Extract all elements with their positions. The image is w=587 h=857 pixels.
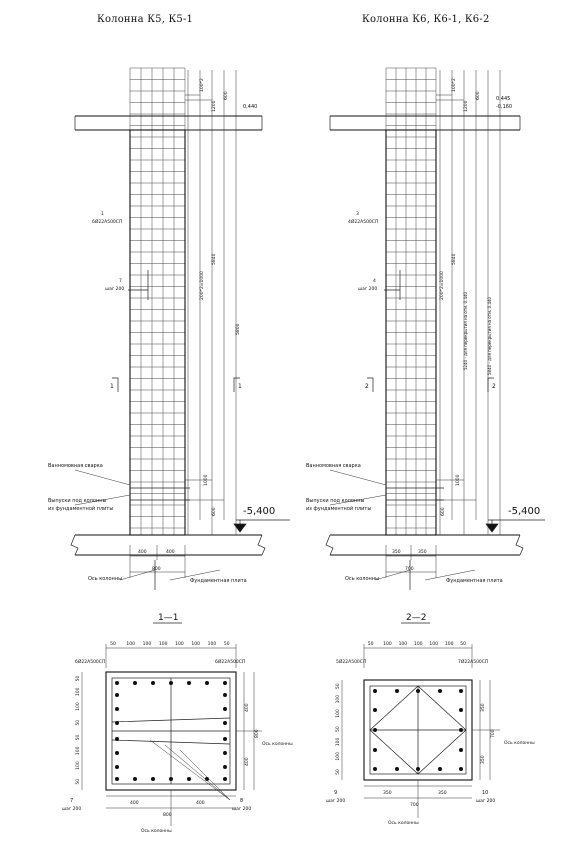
rebar-dot [169,777,173,781]
svg-text:Ось колонны: Ось колонны [141,829,172,834]
svg-text:шаг 200: шаг 200 [105,287,125,292]
dimension-label: 100 [191,642,200,647]
svg-text:шаг 200: шаг 200 [476,799,496,804]
rebar-dot [223,693,227,697]
svg-text:200*2=1000: 200*2=1000 [200,271,205,300]
svg-text:из фундаментной плиты: из фундаментной плиты [306,506,372,512]
svg-text:4: 4 [373,279,376,284]
rebar-dot [416,689,420,693]
svg-text:400: 400 [138,550,147,555]
weld-label-left: Ванномовная сварка [48,463,103,469]
svg-text:400: 400 [166,550,175,555]
dimension-label: 100 [158,642,168,647]
dimension-label: 100 [383,642,392,647]
slab-right [330,116,520,130]
dimension-label: 100 [444,642,454,647]
svg-text:1: 1 [110,383,114,390]
rebar-dot [115,681,119,685]
dimension-label: 100 [398,642,408,647]
rebar-dot [459,708,463,712]
svg-text:1000: 1000 [204,474,209,486]
svg-text:из фундаментной плиты: из фундаментной плиты [48,506,114,512]
svg-text:200*2=1000: 200*2=1000 [440,271,445,300]
svg-text:5240 - для перекрытия на отм.: 5240 - для перекрытия на отм. 0.440 [463,291,468,370]
rebar-dot [438,767,442,771]
rebar-dot [187,681,191,685]
dimension-label: 50 [110,642,116,647]
svg-text:2: 2 [492,383,496,390]
svg-text:шаг 200: шаг 200 [358,287,378,292]
level-mark-right: -5,400 [508,506,541,517]
svg-text:7: 7 [119,279,122,284]
svg-text:9: 9 [334,790,338,796]
svg-text:1: 1 [238,383,242,390]
rebar-dot [115,737,119,741]
weld-label-right: Ванномовная сварка [306,463,361,469]
column-k6-elevation [306,68,545,590]
svg-text:Ось колонны: Ось колонны [88,576,123,582]
rebar-dot [151,681,155,685]
dimension-label: 100 [336,737,341,747]
rebar-dot [395,767,399,771]
dimension-label: 100 [336,709,341,718]
svg-text:350: 350 [383,791,392,796]
svg-text:5840: 5840 [452,253,457,265]
section-1-1 [62,613,293,834]
svg-text:700: 700 [491,729,496,738]
svg-text:400: 400 [130,801,139,806]
dimension-label: 100 [126,642,135,647]
svg-text:Выпуски под колонны: Выпуски под колонны [48,498,107,504]
rebar-dot [151,777,155,781]
svg-text:Ось колонны: Ось колонны [262,742,293,747]
rebar-dot [115,721,119,725]
svg-text:-0,160: -0,160 [496,104,513,110]
svg-text:100*2: 100*2 [452,78,457,92]
rebar-dot [373,767,377,771]
rebar-dot [223,765,227,769]
svg-text:7: 7 [70,798,74,804]
svg-text:5800: 5800 [236,323,241,335]
svg-text:шаг 200: шаг 200 [62,807,82,812]
dimension-label: 50 [336,726,341,732]
svg-text:7Ø22А500СП: 7Ø22А500СП [458,660,489,665]
bar-note-right: 4Ø22А500СП [348,220,379,225]
section-1-title: 1—1 [158,613,179,623]
dimension-label: 50 [76,719,81,726]
rebar-dot [459,728,463,732]
rebar-dot [223,707,227,711]
bar-note-left: 6Ø22А500СП [92,220,123,225]
dimension-label: 100 [76,761,81,770]
dimension-label: 100 [336,751,341,761]
svg-text:600: 600 [224,91,229,100]
dimension-label: 100 [175,642,184,647]
svg-text:Фундаментная плита: Фундаментная плита [446,578,503,584]
rebar-dot [459,767,463,771]
rebar-dot [223,777,227,781]
dimension-label: 50 [223,642,230,647]
svg-text:Выпуски под колонны: Выпуски под колонны [306,498,365,504]
svg-text:800: 800 [152,567,161,572]
dimension-label: 50 [336,769,341,775]
dimension-label: 50 [336,683,341,690]
dimension-label: 50 [76,675,81,682]
svg-text:800: 800 [255,729,260,738]
rebar-mesh-left [130,68,185,535]
rebar-dot [115,765,119,769]
rebar-dot [187,777,191,781]
dimension-label: 50 [460,642,467,647]
rebar-dot [373,748,377,752]
rebar-dot [115,707,119,711]
svg-text:5840: 5840 [212,253,217,265]
rebar-dot [459,748,463,752]
rebar-dot [223,681,227,685]
svg-text:1200: 1200 [464,100,469,112]
slab-mark-left: 0,440 [243,104,258,110]
rebar-dot [373,728,377,732]
rebar-dot [115,693,119,697]
svg-text:400: 400 [196,801,205,806]
level-mark-left: -5,400 [243,506,276,517]
rebar-dot [373,689,377,693]
svg-text:600: 600 [476,91,481,100]
rebar-dot [438,689,442,693]
section-2-title: 2—2 [406,613,427,623]
svg-text:350: 350 [481,755,486,764]
dimension-label: 100 [76,687,81,697]
svg-text:600: 600 [212,507,217,516]
rebar-dot [395,689,399,693]
svg-text:10: 10 [482,790,489,796]
svg-text:350: 350 [392,550,401,555]
rebar-dot [416,767,420,771]
svg-text:8: 8 [240,798,244,804]
svg-text:350: 350 [481,703,486,712]
svg-text:шаг 200: шаг 200 [326,799,346,804]
svg-text:5840 - для перекрытия на отм.: 5840 - для перекрытия на отм. 0.440 [487,296,492,375]
svg-text:5Ø22А500СП: 5Ø22А500СП [336,660,367,665]
svg-text:100*2: 100*2 [200,78,205,92]
dimension-label: 100 [414,642,423,647]
dimension-label: 100 [142,642,152,647]
svg-text:0,445: 0,445 [496,96,511,102]
svg-text:700: 700 [405,567,414,572]
svg-text:350: 350 [418,550,427,555]
rebar-dot [373,708,377,712]
section-2-2 [326,613,535,826]
slab-left [75,116,262,130]
dimension-label: 100 [76,746,81,756]
dimension-label: 100 [207,642,217,647]
svg-text:шаг 200: шаг 200 [232,807,252,812]
dimension-label: 50 [76,778,81,785]
svg-text:Ось колонны: Ось колонны [345,576,380,582]
svg-text:800: 800 [163,813,172,818]
svg-text:6Ø22А500СП: 6Ø22А500СП [215,660,246,665]
rebar-dot [223,737,227,741]
svg-text:2: 2 [365,383,369,390]
title-left: Колонна К5, К5-1 [97,14,194,25]
dimension-label: 100 [76,702,81,711]
svg-text:3: 3 [356,212,359,217]
svg-text:400: 400 [245,703,250,712]
rebar-dot [223,751,227,755]
column-k5-elevation [48,68,290,590]
rebar-dot [115,777,119,781]
rebar-dot [133,681,137,685]
rebar-dot [169,681,173,685]
svg-text:Ось колонны: Ось колонны [504,741,535,746]
rebar-mesh-right [386,68,436,535]
svg-text:700: 700 [410,803,419,808]
title-right: Колонна К6, К6-1, К6-2 [362,14,490,25]
dimension-label: 100 [429,642,439,647]
rebar-dot [115,751,119,755]
rebar-dot [205,681,209,685]
svg-text:1200: 1200 [212,100,217,112]
dimension-label: 100 [336,694,341,704]
svg-text:600: 600 [441,507,446,516]
svg-text:6Ø22А500СП: 6Ø22А500СП [75,660,106,665]
rebar-dot [133,777,137,781]
svg-text:Ось колонны: Ось колонны [388,821,419,826]
svg-text:350: 350 [438,791,447,796]
svg-text:1: 1 [101,212,104,217]
svg-text:Фундаментная плита: Фундаментная плита [190,578,247,584]
dimension-label: 50 [367,642,374,647]
svg-text:1000: 1000 [456,474,461,486]
svg-text:400: 400 [245,757,250,766]
dimension-label: 50 [76,734,81,741]
rebar-dot [223,721,227,725]
rebar-dot [459,689,463,693]
